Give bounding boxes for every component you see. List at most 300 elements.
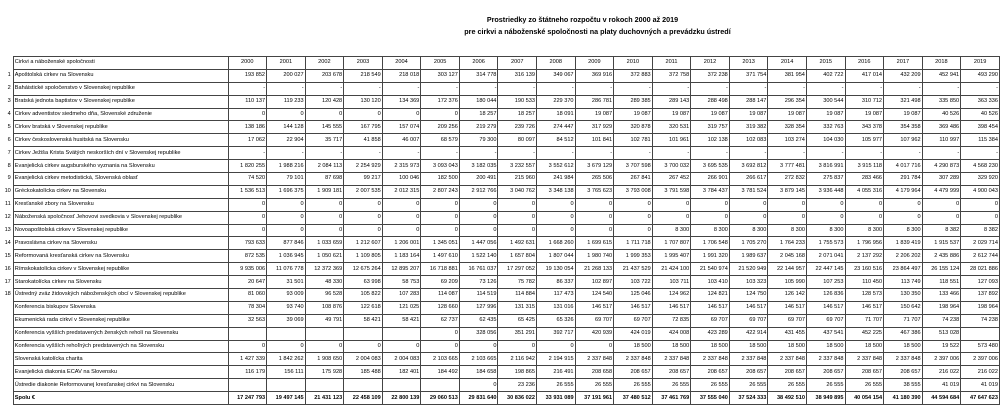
- amount-cell: 2 315 973: [382, 160, 421, 173]
- amount-cell: 0: [459, 198, 498, 211]
- amount-cell: 21 437 529: [614, 263, 653, 276]
- amount-cell: 41 858: [344, 134, 383, 147]
- amount-cell: 167 795: [344, 121, 383, 134]
- amount-cell: 58 753: [382, 276, 421, 289]
- amount-cell: 0: [421, 340, 460, 353]
- amount-cell: -: [537, 147, 576, 160]
- amount-cell: 1 807 044: [537, 250, 576, 263]
- amount-cell: 2 004 083: [382, 353, 421, 366]
- amount-cell: -: [575, 82, 614, 95]
- amount-cell: 2 007 535: [344, 185, 383, 198]
- amount-cell: 381 954: [768, 69, 807, 82]
- amount-cell: 3 781 524: [729, 185, 768, 198]
- year-header: 2016: [845, 57, 884, 70]
- amount-cell: -: [575, 147, 614, 160]
- amount-cell: 1 989 637: [729, 250, 768, 263]
- amount-cell: 128 573: [845, 289, 884, 302]
- amount-cell: 0: [884, 198, 923, 211]
- table-row: [0, 108, 1000, 121]
- amount-cell: 2 337 848: [614, 353, 653, 366]
- amount-cell: 1 991 320: [691, 250, 730, 263]
- amount-cell: 79 101: [267, 173, 306, 186]
- amount-cell: 146 517: [729, 301, 768, 314]
- table-row: [0, 121, 1000, 134]
- amount-cell: 0: [498, 224, 537, 237]
- amount-cell: 12 895 207: [382, 263, 421, 276]
- amount-cell: 0: [459, 340, 498, 353]
- year-header: 2003: [344, 57, 383, 70]
- amount-cell: 1 796 956: [845, 237, 884, 250]
- amount-cell: 2 045 168: [768, 250, 807, 263]
- amount-cell: 0: [344, 198, 383, 211]
- amount-cell: 0: [382, 108, 421, 121]
- amount-cell: 877 846: [267, 237, 306, 250]
- amount-cell: 310 712: [845, 95, 884, 108]
- amount-cell: 1 755 573: [806, 237, 845, 250]
- amount-cell: 103 722: [614, 276, 653, 289]
- amount-cell: 2 029 714: [961, 237, 1000, 250]
- amount-cell: 208 657: [729, 366, 768, 379]
- amount-cell: 2 194 915: [537, 353, 576, 366]
- amount-cell: 29 831 640: [459, 392, 498, 405]
- amount-cell: 0: [267, 211, 306, 224]
- amount-cell: 1 839 419: [884, 237, 923, 250]
- year-header: 2017: [884, 57, 923, 70]
- amount-cell: 3 816 991: [806, 160, 845, 173]
- amount-cell: 4 055 316: [845, 185, 884, 198]
- amount-cell: 65 425: [498, 314, 537, 327]
- organization-name: Starokatolícka cirkev na Slovensku: [13, 276, 228, 289]
- amount-cell: 371 754: [729, 69, 768, 82]
- amount-cell: 35 717: [305, 134, 344, 147]
- organization-name: Reformovaná kresťanská cirkev na Slovensku: [13, 250, 228, 263]
- amount-cell: 16 761 037: [459, 263, 498, 276]
- row-index: [0, 353, 13, 366]
- amount-cell: 1 699 615: [575, 237, 614, 250]
- amount-cell: 22 144 957: [768, 263, 807, 276]
- amount-cell: 113 749: [884, 276, 923, 289]
- amount-cell: 0: [344, 340, 383, 353]
- amount-cell: 8 300: [652, 224, 691, 237]
- amount-cell: -: [228, 82, 267, 95]
- amount-cell: 138 186: [228, 121, 267, 134]
- amount-cell: -: [305, 147, 344, 160]
- amount-cell: 363 336: [961, 95, 1000, 108]
- amount-cell: 68 579: [421, 134, 460, 147]
- amount-cell: 20 647: [228, 276, 267, 289]
- amount-cell: 0: [498, 211, 537, 224]
- table-row: [0, 160, 1000, 173]
- amount-cell: 81 060: [228, 289, 267, 302]
- year-header: 2013: [729, 57, 768, 70]
- amount-cell: 146 517: [806, 301, 845, 314]
- amount-cell: 18 500: [729, 340, 768, 353]
- total-row: [0, 392, 1000, 405]
- amount-cell: 17 247 793: [228, 392, 267, 405]
- amount-cell: 102 781: [614, 134, 653, 147]
- amount-cell: [344, 327, 383, 340]
- year-header: 2004: [382, 57, 421, 70]
- amount-cell: 157 074: [382, 121, 421, 134]
- amount-cell: 12 675 264: [344, 263, 383, 276]
- amount-cell: 19 087: [845, 108, 884, 121]
- amount-cell: 103 274: [768, 134, 807, 147]
- amount-cell: 131 315: [498, 301, 537, 314]
- organization-name: Náboženská spoločnosť Jehovovi svedkovia v Slovenskej republike: [13, 211, 228, 224]
- amount-cell: 198 865: [498, 366, 537, 379]
- row-index: 5: [7, 123, 11, 130]
- amount-cell: 21 431 123: [305, 392, 344, 405]
- amount-cell: 0: [961, 198, 1000, 211]
- amount-cell: 17 297 052: [498, 263, 537, 276]
- amount-cell: -: [459, 82, 498, 95]
- amount-cell: 0: [845, 211, 884, 224]
- table-row: [0, 237, 1000, 250]
- amount-cell: 1 657 804: [498, 250, 537, 263]
- amount-cell: 0: [922, 211, 961, 224]
- amount-cell: 2 337 848: [884, 353, 923, 366]
- amount-cell: 21 268 133: [575, 263, 614, 276]
- amount-cell: 437 541: [806, 327, 845, 340]
- table-row: [0, 263, 1000, 276]
- organization-name: Cirkev Ježiša Krista Svätých neskorších dní v Slovenskej republike: [13, 147, 228, 160]
- amount-cell: 266 617: [729, 173, 768, 186]
- amount-cell: 80 097: [498, 134, 537, 147]
- amount-cell: 118 551: [922, 276, 961, 289]
- amount-cell: -: [652, 147, 691, 160]
- amount-cell: 144 128: [267, 121, 306, 134]
- amount-cell: 2 337 848: [575, 353, 614, 366]
- amount-cell: 208 657: [652, 366, 691, 379]
- amount-cell: 182 401: [382, 366, 421, 379]
- amount-cell: -: [961, 147, 1000, 160]
- amount-cell: 99 217: [344, 173, 383, 186]
- amount-cell: -: [537, 82, 576, 95]
- amount-cell: 103 323: [729, 276, 768, 289]
- amount-cell: -: [806, 147, 845, 160]
- amount-cell: 107 962: [884, 134, 923, 147]
- amount-cell: -: [961, 82, 1000, 95]
- amount-cell: -: [421, 82, 460, 95]
- header-row: [0, 57, 1000, 70]
- organization-name: Konferencia vyšších rehoľných predstavených na Slovensku: [13, 340, 228, 353]
- amount-cell: 124 750: [729, 289, 768, 302]
- amount-cell: 122 618: [344, 301, 383, 314]
- amount-cell: 18 091: [537, 108, 576, 121]
- amount-cell: 1 206 001: [382, 237, 421, 250]
- amount-cell: 329 920: [961, 173, 1000, 186]
- year-header: 2019: [961, 57, 1000, 70]
- amount-cell: 150 642: [884, 301, 923, 314]
- amount-cell: 58 421: [344, 314, 383, 327]
- amount-cell: 41 019: [961, 379, 1000, 392]
- table-row: [0, 173, 1000, 186]
- amount-cell: 1 706 548: [691, 237, 730, 250]
- year-header: 2000: [228, 57, 267, 70]
- amount-cell: 26 555: [537, 379, 576, 392]
- amount-cell: 0: [305, 198, 344, 211]
- amount-cell: 3 700 032: [652, 160, 691, 173]
- amount-cell: 71 707: [884, 314, 923, 327]
- amount-cell: 37 524 333: [729, 392, 768, 405]
- row-index: 4: [7, 111, 11, 117]
- table-row: [0, 289, 1000, 302]
- amount-cell: 28 021 886: [961, 263, 1000, 276]
- amount-cell: 218 018: [382, 69, 421, 82]
- amount-cell: 2 137 292: [845, 250, 884, 263]
- amount-cell: 398 454: [961, 121, 1000, 134]
- amount-cell: 19 087: [884, 108, 923, 121]
- table-row: [0, 198, 1000, 211]
- amount-cell: 1 183 164: [382, 250, 421, 263]
- amount-cell: 127 093: [961, 276, 1000, 289]
- amount-cell: 3 793 008: [614, 185, 653, 198]
- amount-cell: 493 290: [961, 69, 1000, 82]
- amount-cell: 22 800 139: [382, 392, 421, 405]
- amount-cell: 0: [344, 211, 383, 224]
- amount-cell: 21 424 100: [652, 263, 691, 276]
- amount-cell: 0: [305, 211, 344, 224]
- amount-cell: 351 291: [498, 327, 537, 340]
- amount-cell: 332 763: [806, 121, 845, 134]
- table-row: [0, 185, 1000, 198]
- row-index: [0, 314, 13, 327]
- amount-cell: 38 949 895: [806, 392, 845, 405]
- amount-cell: [382, 379, 421, 392]
- amount-cell: 216 491: [537, 366, 576, 379]
- amount-cell: 146 517: [575, 301, 614, 314]
- amount-cell: 29 060 513: [421, 392, 460, 405]
- organization-name: Apoštolská cirkev na Slovensku: [13, 69, 228, 82]
- amount-cell: 3 695 535: [691, 160, 730, 173]
- amount-cell: 48 330: [305, 276, 344, 289]
- amount-cell: 369 486: [922, 121, 961, 134]
- amount-cell: 87 698: [305, 173, 344, 186]
- amount-cell: 184 492: [421, 366, 460, 379]
- amount-cell: 2 337 848: [806, 353, 845, 366]
- title-block: [0, 14, 1000, 38]
- amount-cell: 3 707 598: [614, 160, 653, 173]
- amount-cell: 134 369: [382, 95, 421, 108]
- table-row: [0, 379, 1000, 392]
- organization-name: Ústredie diakonie Reformovanej kresťanskej cirkvi na Slovensku: [13, 379, 228, 392]
- amount-cell: 146 517: [845, 301, 884, 314]
- amount-cell: 216 022: [961, 366, 1000, 379]
- amount-cell: 3 232 557: [498, 160, 537, 173]
- amount-cell: 0: [575, 211, 614, 224]
- amount-cell: 26 555: [575, 379, 614, 392]
- amount-cell: 19 087: [575, 108, 614, 121]
- row-index: [0, 392, 13, 405]
- amount-cell: 3 915 118: [845, 160, 884, 173]
- amount-cell: 2 337 848: [768, 353, 807, 366]
- report-title: Prostriedky zo štátneho rozpočtu v rokoch 2000 až 2019: [486, 15, 679, 24]
- amount-cell: 58 421: [382, 314, 421, 327]
- amount-cell: -: [382, 147, 421, 160]
- year-header: 2010: [614, 57, 653, 70]
- amount-cell: 0: [421, 327, 460, 340]
- amount-cell: 2 004 083: [344, 353, 383, 366]
- amount-cell: 372 758: [652, 69, 691, 82]
- amount-cell: 2 337 848: [729, 353, 768, 366]
- amount-cell: 8 300: [729, 224, 768, 237]
- amount-cell: 0: [537, 198, 576, 211]
- amount-cell: 62 435: [459, 314, 498, 327]
- amount-cell: 0: [884, 211, 923, 224]
- amount-cell: 130 350: [884, 289, 923, 302]
- row-index: [0, 366, 13, 379]
- amount-cell: 72 835: [652, 314, 691, 327]
- amount-cell: 1 345 051: [421, 237, 460, 250]
- amount-cell: 424 008: [652, 327, 691, 340]
- amount-cell: 872 535: [228, 250, 267, 263]
- amount-cell: 126 836: [806, 289, 845, 302]
- amount-cell: 229 370: [537, 95, 576, 108]
- amount-cell: 23 160 516: [845, 263, 884, 276]
- amount-cell: 1 696 375: [267, 185, 306, 198]
- amount-cell: -: [691, 147, 730, 160]
- amount-cell: 0: [575, 198, 614, 211]
- amount-cell: 107 253: [806, 276, 845, 289]
- amount-cell: 37 555 040: [691, 392, 730, 405]
- amount-cell: [421, 379, 460, 392]
- amount-cell: 103 711: [652, 276, 691, 289]
- amount-cell: 0: [614, 211, 653, 224]
- amount-cell: 0: [382, 198, 421, 211]
- amount-cell: 96 528: [305, 289, 344, 302]
- amount-cell: [267, 379, 306, 392]
- table-row: [0, 211, 1000, 224]
- amount-cell: 146 517: [614, 301, 653, 314]
- amount-cell: 46 007: [382, 134, 421, 147]
- amount-cell: 2 103 665: [421, 353, 460, 366]
- table-row: [0, 353, 1000, 366]
- amount-cell: 146 517: [768, 301, 807, 314]
- amount-cell: 0: [344, 224, 383, 237]
- amount-cell: 19 087: [652, 108, 691, 121]
- amount-cell: 1 999 353: [614, 250, 653, 263]
- amount-cell: 130 120: [344, 95, 383, 108]
- amount-cell: 79 300: [459, 134, 498, 147]
- amount-cell: 452 225: [845, 327, 884, 340]
- amount-cell: 0: [922, 198, 961, 211]
- amount-cell: 208 657: [614, 366, 653, 379]
- amount-cell: 0: [498, 340, 537, 353]
- amount-cell: 219 279: [459, 121, 498, 134]
- amount-cell: 314 778: [459, 69, 498, 82]
- amount-cell: 128 660: [421, 301, 460, 314]
- amount-cell: 131 016: [537, 301, 576, 314]
- amount-cell: 78 304: [228, 301, 267, 314]
- amount-cell: 19 087: [614, 108, 653, 121]
- table-row: [0, 301, 1000, 314]
- amount-cell: 105 990: [768, 276, 807, 289]
- header-index-cell: [0, 57, 13, 70]
- organization-name: Konferencia biskupov Slovenska: [13, 301, 228, 314]
- amount-cell: 180 044: [459, 95, 498, 108]
- amount-cell: -: [267, 82, 306, 95]
- amount-cell: 32 563: [228, 314, 267, 327]
- amount-cell: 2 254 929: [344, 160, 383, 173]
- amount-cell: 369 916: [575, 69, 614, 82]
- amount-cell: 296 354: [768, 95, 807, 108]
- amount-cell: 2 807 243: [421, 185, 460, 198]
- amount-cell: 18 500: [652, 340, 691, 353]
- amount-cell: 115 384: [961, 134, 1000, 147]
- amount-cell: 1 109 805: [344, 250, 383, 263]
- amount-cell: 65 326: [537, 314, 576, 327]
- amount-cell: 8 382: [922, 224, 961, 237]
- amount-cell: -: [845, 147, 884, 160]
- amount-cell: -: [806, 82, 845, 95]
- amount-cell: 3 182 035: [459, 160, 498, 173]
- amount-cell: 26 555: [729, 379, 768, 392]
- amount-cell: 208 657: [806, 366, 845, 379]
- organization-name: Pravoslávna cirkev na Slovensku: [13, 237, 228, 250]
- amount-cell: 0: [459, 224, 498, 237]
- row-index: 8: [7, 162, 11, 169]
- amount-cell: 117 473: [537, 289, 576, 302]
- amount-cell: 1 033 659: [305, 237, 344, 250]
- table-row: [0, 327, 1000, 340]
- amount-cell: 0: [459, 379, 498, 392]
- amount-cell: [961, 327, 1000, 340]
- amount-cell: 0: [729, 198, 768, 211]
- organization-name: Gréckokatolícka cirkev na Slovensku: [13, 185, 228, 198]
- amount-cell: 320 531: [652, 121, 691, 134]
- amount-cell: 101 961: [652, 134, 691, 147]
- amount-cell: 424 019: [614, 327, 653, 340]
- amount-cell: 19 497 145: [267, 392, 306, 405]
- report-subtitle: pre cirkvi a náboženské spoločnosti na platy duchovných a prevádzku ústredí: [464, 27, 731, 36]
- amount-cell: 71 707: [845, 314, 884, 327]
- amount-cell: 328 354: [768, 121, 807, 134]
- amount-cell: 1 427 339: [228, 353, 267, 366]
- row-index: 3: [7, 98, 11, 105]
- amount-cell: 343 378: [845, 121, 884, 134]
- amount-cell: 104 030: [806, 134, 845, 147]
- amount-cell: -: [768, 147, 807, 160]
- amount-cell: [267, 327, 306, 340]
- year-header: 2018: [922, 57, 961, 70]
- amount-cell: -: [884, 147, 923, 160]
- amount-cell: -: [498, 147, 537, 160]
- amount-cell: -: [652, 82, 691, 95]
- amount-cell: 286 781: [575, 95, 614, 108]
- amount-cell: 121 025: [382, 301, 421, 314]
- organization-name: Evanjelická cirkev metodistická, Slovenská oblasť: [13, 173, 228, 186]
- organization-name: Evanjelická cirkev augsburského vyznania na Slovensku: [13, 160, 228, 173]
- amount-cell: 2 397 006: [922, 353, 961, 366]
- amount-cell: 241 984: [537, 173, 576, 186]
- amount-cell: 0: [228, 211, 267, 224]
- amount-cell: 2 337 848: [652, 353, 691, 366]
- amount-cell: 3 777 481: [768, 160, 807, 173]
- row-index: 18: [4, 291, 11, 298]
- row-index: 7: [7, 149, 11, 156]
- row-index: 13: [4, 227, 11, 234]
- row-index: 10: [4, 188, 11, 195]
- amount-cell: 108 876: [305, 301, 344, 314]
- amount-cell: 0: [228, 198, 267, 211]
- amount-cell: 44 594 684: [922, 392, 961, 405]
- amount-cell: 420 939: [575, 327, 614, 340]
- amount-cell: 198 964: [961, 301, 1000, 314]
- amount-cell: 11 076 778: [267, 263, 306, 276]
- amount-cell: 175 928: [305, 366, 344, 379]
- amount-cell: 0: [961, 211, 1000, 224]
- amount-cell: 47 647 623: [961, 392, 1000, 405]
